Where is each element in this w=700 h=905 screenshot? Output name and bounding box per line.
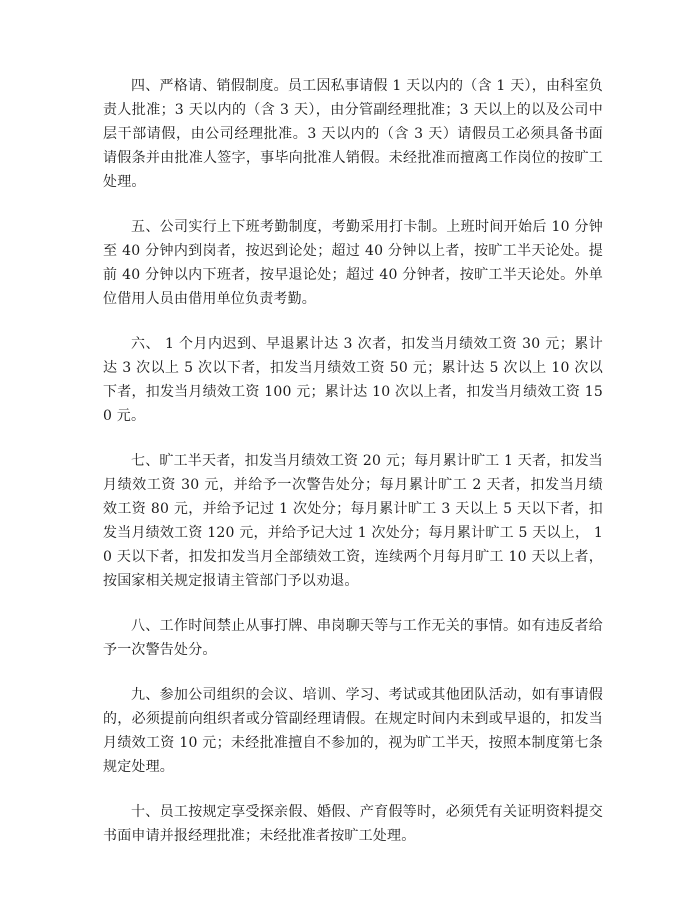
paragraph-rule-10: 十、员工按规定享受探亲假、婚假、产育假等时，必须凭有关证明资料提交书面申请并报经理批准；未经批准者按旷工处理。 [103,804,603,844]
paragraph-rule-4: 四、严格请、销假制度。员工因私事请假 1 天以内的（含 1 天），由科室负责人批准；3 天以内的（含 3 天），由分管副经理批准；3 天以上的以及公司中层干部请假，由公司经理批准。3 天以内的（含 3 天）请假员工必须具备书面请假条并由批准人签字，事毕向批准人销假。未经批准而擅离工作岗位的按旷工处理。 [103,78,603,190]
paragraph-rule-6: 六、 1 个月内迟到、早退累计达 3 次者，扣发当月绩效工资 30 元；累计达 3 次以上 5 次以下者，扣发当月绩效工资 50 元；累计达 5 次以上 10 次以下者，扣发当月绩效工资 100 元；累计达 10 次以上者，扣发当月绩效工资 150 元。 [103,336,603,424]
paragraph-rule-5: 五、公司实行上下班考勤制度，考勤采用打卡制。上班时间开始后 10 分钟至 40 分钟内到岗者，按迟到论处；超过 40 分钟以上者，按旷工半天论处。提前 40 分钟以内下班者，按早退论处；超过 40 分钟者，按旷工半天论处。外单位借用人员由借用单位负责考勤。 [103,219,603,307]
paragraph-rule-7: 七、旷工半天者，扣发当月绩效工资 20 元；每月累计旷工 1 天者，扣发当月绩效工资 30 元，并给予一次警告处分；每月累计旷工 2 天者，扣发当月绩效工资 80 元，并给予记过 1 次处分；每月累计旷工 3 天以上 5 天以下者，扣发当月绩效工资 120 元，并给予记大过 1 次处分；每月累计旷工 5 天以上， 10 天以下者，扣发扣发当月全部绩效工资，连续两个月每月旷工 10 天以上者，按国家相关规定报请主管部门予以劝退。 [103,453,603,589]
document-body [103,74,603,869]
paragraph-rule-9: 九、参加公司组织的会议、培训、学习、考试或其他团队活动，如有事请假的，必须提前向组织者或分管副经理请假。在规定时间内未到或早退的，扣发当月绩效工资 10 元；未经批准擅自不参加的，视为旷工半天，按照本制度第七条规定处理。 [103,687,603,775]
paragraph-rule-8: 八、工作时间禁止从事打牌、串岗聊天等与工作无关的事情。如有违反者给予一次警告处分。 [103,618,603,658]
